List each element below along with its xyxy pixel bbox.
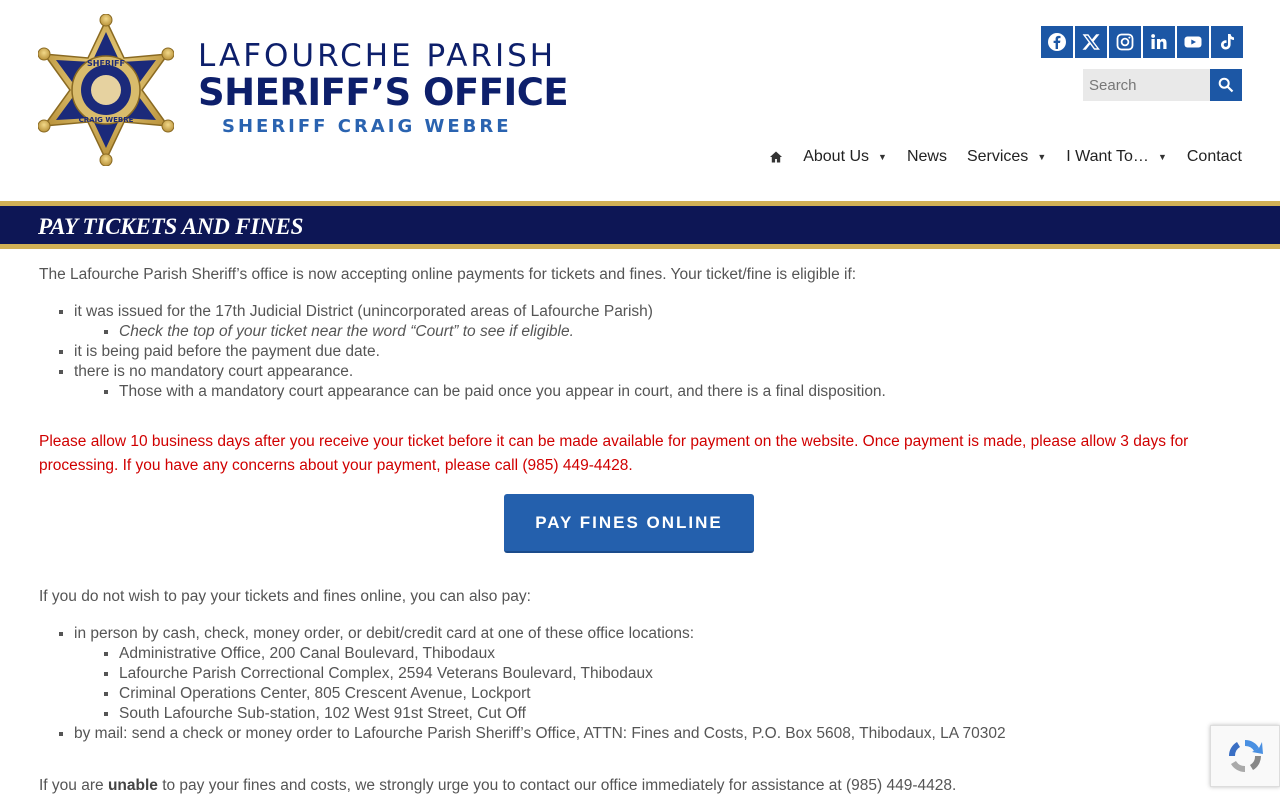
nav-i-want-to[interactable] bbox=[1066, 148, 1167, 166]
list-item bbox=[74, 302, 1219, 342]
nav-contact-label: Contact bbox=[1186, 148, 1242, 165]
list-item bbox=[74, 624, 1219, 724]
brand-line-sheriff: SHERIFF CRAIG WEBRE bbox=[222, 116, 512, 137]
recaptcha-badge[interactable] bbox=[1210, 725, 1280, 787]
sheriff-star-logo[interactable] bbox=[38, 14, 174, 166]
nav-services-label: Services bbox=[966, 148, 1029, 165]
eligibility-subitem-disposition: ▪ Those with a mandatory court appearance can be paid once you appear in court, and there is a final disposition. bbox=[119, 382, 1219, 402]
main-nav bbox=[749, 145, 1242, 169]
unable-pre: If you are bbox=[39, 777, 108, 794]
caret-down-icon: ▼ bbox=[1157, 152, 1167, 162]
linkedin-icon[interactable] bbox=[1143, 26, 1175, 58]
list-item bbox=[74, 362, 1219, 402]
intro-text: The Lafourche Parish Sheriff’s office is now accepting online payments for tickets and fines. Your ticket/fine is eligible if: bbox=[39, 266, 857, 283]
eligibility-subitem-court: ▪ Check the top of your ticket near the word “Court” to see if eligible. bbox=[119, 322, 1219, 342]
caret-down-icon: ▼ bbox=[1037, 152, 1047, 162]
social-links bbox=[1041, 26, 1243, 58]
brand-line-office: SHERIFF’S OFFICE bbox=[198, 71, 569, 114]
unable-to-pay-text bbox=[39, 776, 1219, 796]
main-content bbox=[39, 265, 1219, 796]
unable-emphasis: unable bbox=[107, 777, 158, 794]
search-icon bbox=[1218, 77, 1234, 93]
alt-payment-intro: If you do not wish to pay your tickets and fines online, you can also pay: bbox=[39, 588, 531, 605]
home-icon bbox=[769, 150, 783, 164]
site-header bbox=[0, 0, 1280, 202]
eligibility-list bbox=[74, 302, 1219, 402]
eligibility-item-due-date: ▪ it is being paid before the payment due date. bbox=[74, 342, 1219, 362]
location-item: ▪ Lafourche Parish Correctional Complex, 2594 Veterans Boulevard, Thibodaux bbox=[119, 664, 1219, 684]
location-item: ▪ Criminal Operations Center, 805 Crescent Avenue, Lockport bbox=[119, 684, 1219, 704]
location-item: ▪ Administrative Office, 200 Canal Boulevard, Thibodaux bbox=[119, 644, 1219, 664]
svg-text:SHERIFF: SHERIFF bbox=[87, 59, 125, 68]
facebook-icon[interactable] bbox=[1041, 26, 1073, 58]
location-item: ▪ South Lafourche Sub-station, 102 West 91st Street, Cut Off bbox=[119, 704, 1219, 724]
nav-contact[interactable] bbox=[1187, 148, 1242, 166]
nav-about-us[interactable] bbox=[803, 148, 887, 166]
pay-button-wrap bbox=[39, 494, 1219, 553]
eligibility-item-district: it was issued for the 17th Judicial District (unincorporated areas of Lafourche Parish) bbox=[74, 303, 653, 320]
nav-about-us-label: About Us bbox=[803, 148, 870, 165]
page-title-bar bbox=[0, 201, 1280, 249]
pay-fines-online-button[interactable]: PAY FINES ONLINE bbox=[504, 494, 754, 553]
sub-list bbox=[119, 382, 1219, 402]
eligibility-item-court-appearance: there is no mandatory court appearance. bbox=[74, 363, 354, 380]
alt-in-person: in person by cash, check, money order, or debit/credit card at one of these office locations: bbox=[74, 625, 695, 642]
page-title: PAY TICKETS AND FINES bbox=[38, 214, 304, 239]
search-button[interactable] bbox=[1210, 69, 1242, 101]
nav-i-want-to-label: I Want To… bbox=[1066, 148, 1149, 165]
youtube-icon[interactable] bbox=[1177, 26, 1209, 58]
caret-down-icon: ▼ bbox=[878, 152, 887, 162]
alt-by-mail: ▪ by mail: send a check or money order to Lafourche Parish Sheriff’s Office, ATTN: Fines and Costs, P.O. Box 5608, Thibodaux, LA 70302 bbox=[74, 724, 1219, 744]
locations-list bbox=[119, 644, 1219, 724]
alt-payment-list bbox=[74, 624, 1219, 744]
brand-wordmark[interactable] bbox=[198, 40, 568, 139]
unable-post: to pay your fines and costs, we strongly urge you to contact our office immediately for assistance at (985) 449-4428. bbox=[157, 777, 957, 794]
nav-news-label: News bbox=[906, 148, 947, 165]
processing-notice: Please allow 10 business days after you receive your ticket before it can be made available for payment on the website. Once payment is made, please allow 3 days for processing. If you have any concerns about your payment, please call (985) 449-4428. bbox=[39, 433, 1189, 474]
nav-home[interactable] bbox=[769, 150, 783, 164]
sub-list bbox=[119, 322, 1219, 342]
brand-line-parish: LAFOURCHE PARISH bbox=[198, 38, 557, 74]
instagram-icon[interactable] bbox=[1109, 26, 1141, 58]
search-input[interactable] bbox=[1083, 69, 1210, 101]
nav-news[interactable] bbox=[907, 148, 947, 166]
svg-text:CRAIG WEBRE: CRAIG WEBRE bbox=[78, 116, 134, 124]
x-icon[interactable] bbox=[1075, 26, 1107, 58]
tiktok-icon[interactable] bbox=[1211, 26, 1243, 58]
recaptcha-icon bbox=[1225, 736, 1265, 776]
nav-services[interactable] bbox=[967, 148, 1046, 166]
search-form bbox=[1083, 69, 1242, 101]
